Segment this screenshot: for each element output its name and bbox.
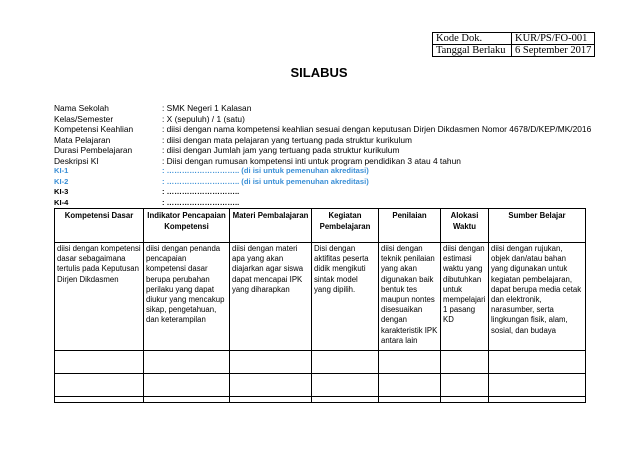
header-alokasi-waktu: Alokasi Waktu xyxy=(441,209,489,243)
table-cell xyxy=(55,397,144,403)
doc-code-row xyxy=(433,33,595,45)
table-row xyxy=(55,397,586,403)
ki-3-label: KI-3 xyxy=(54,187,69,196)
table-row xyxy=(55,374,586,397)
ki-1-label: KI-1 xyxy=(54,166,69,175)
page-title: SILABUS xyxy=(290,65,348,80)
table-cell xyxy=(379,374,441,397)
table-cell xyxy=(312,374,379,397)
table-cell xyxy=(489,374,586,397)
table-cell: diisi dengan rujukan, objek dan/atau bahan yang digunakan untuk kegiatan pembelajaran, dapat berupa media cetak dan elektronik, narasumber, serta lingkungan fisik, alam, sosial, dan budaya xyxy=(489,243,586,351)
table-cell: Disi dengan aktifitas peserta didik mengikuti sintak model yang dipilih. xyxy=(312,243,379,351)
ki-4-value: : ……………………….. xyxy=(162,197,240,207)
table-cell: diisi dengan kompetensi dasar sebagaimana tertulis pada Keputusan Dirjen Dikdasmen xyxy=(55,243,144,351)
header-sumber-belajar: Sumber Belajar xyxy=(489,209,586,243)
table-cell xyxy=(55,351,144,374)
table-cell: diisi dengan estimasi waktu yang dibutuhkan untuk mempelajari 1 pasang KD xyxy=(441,243,489,351)
duration-value: : diisi dengan Jumlah jam yang tertuang pada struktur kurikulum xyxy=(162,145,400,155)
table-cell xyxy=(379,351,441,374)
document-code-box xyxy=(432,32,595,57)
ki-3-value: : ……………………….. xyxy=(162,187,240,196)
table-cell xyxy=(312,397,379,403)
table-cell xyxy=(144,374,230,397)
table-cell xyxy=(441,397,489,403)
header-indikator: Indikator Pencapaian Kompetensi xyxy=(144,209,230,243)
class-semester-label: Kelas/Semester xyxy=(54,113,114,124)
subject-value: : diisi dengan mata pelajaran yang tertuang pada struktur kurikulum xyxy=(162,134,412,145)
doc-code-value: KUR/PS/FO-001 xyxy=(512,33,595,45)
effective-date-label: Tanggal Berlaku xyxy=(433,45,512,57)
table-cell xyxy=(55,374,144,397)
table-cell xyxy=(379,397,441,403)
subject-label: Mata Pelajaran xyxy=(54,134,111,145)
ki-2-label: KI-2 xyxy=(54,176,69,186)
class-semester-value: : X (sepuluh) / 1 (satu) xyxy=(162,113,245,124)
syllabus-table xyxy=(54,208,586,403)
table-cell xyxy=(144,397,230,403)
table-cell xyxy=(489,351,586,374)
header-penilaian: Penilaian xyxy=(379,209,441,243)
effective-date-row xyxy=(433,45,595,57)
table-cell: diisi dengan materi apa yang akan diajarkan agar siswa dapat mencapai IPK yang diharapkan xyxy=(230,243,312,351)
school-name-label: Nama Sekolah xyxy=(54,103,109,113)
table-cell xyxy=(441,351,489,374)
table-header-row xyxy=(55,209,586,243)
table-cell xyxy=(441,374,489,397)
doc-code-label: Kode Dok. xyxy=(433,33,512,45)
competency-label: Kompetensi Keahlian xyxy=(54,124,134,134)
duration-label: Durasi Pembelajaran xyxy=(54,145,133,155)
ki-description-value: : Diisi dengan rumusan kompetensi inti untuk program pendidikan 3 atau 4 tahun xyxy=(162,155,461,166)
table-cell xyxy=(230,397,312,403)
table-cell xyxy=(230,351,312,374)
header-kegiatan: Kegiatan Pembelajaran xyxy=(312,209,379,243)
table-row xyxy=(55,243,586,351)
table-cell: diisi dengan penanda pencapaian kompetensi dasar berupa perubahan perilaku yang dapat diukur yang mencakup sikap, pengetahuan, dan keterampilan xyxy=(144,243,230,351)
ki-4-label: KI-4 xyxy=(54,197,69,207)
ki-description-label: Deskripsi KI xyxy=(54,155,99,166)
header-kompetensi-dasar: Kompetensi Dasar xyxy=(55,209,144,243)
effective-date-value: 6 September 2017 xyxy=(512,45,595,57)
ki-1-value: : ……………………….. (di isi untuk pemenuhan akreditasi) xyxy=(162,166,369,175)
table-cell: diisi dengan teknik penilaian yang akan digunakan baik bentuk tes maupun nontes disesuaikan dengan karakteristik IPK antara lain xyxy=(379,243,441,351)
table-row xyxy=(55,351,586,374)
table-cell xyxy=(489,397,586,403)
header-materi: Materi Pembalajaran xyxy=(230,209,312,243)
table-cell xyxy=(144,351,230,374)
competency-value: : diisi dengan nama kompetensi keahlian sesuai dengan keputusan Dirjen Dikdasmen Nomor 4678/D/KEP/MK/2016 xyxy=(162,124,592,134)
school-name-value: : SMK Negeri 1 Kalasan xyxy=(162,103,252,113)
ki-2-value: : ……………………….. (di isi untuk pemenuhan akreditasi) xyxy=(162,176,369,186)
table-cell xyxy=(230,374,312,397)
table-cell xyxy=(312,351,379,374)
